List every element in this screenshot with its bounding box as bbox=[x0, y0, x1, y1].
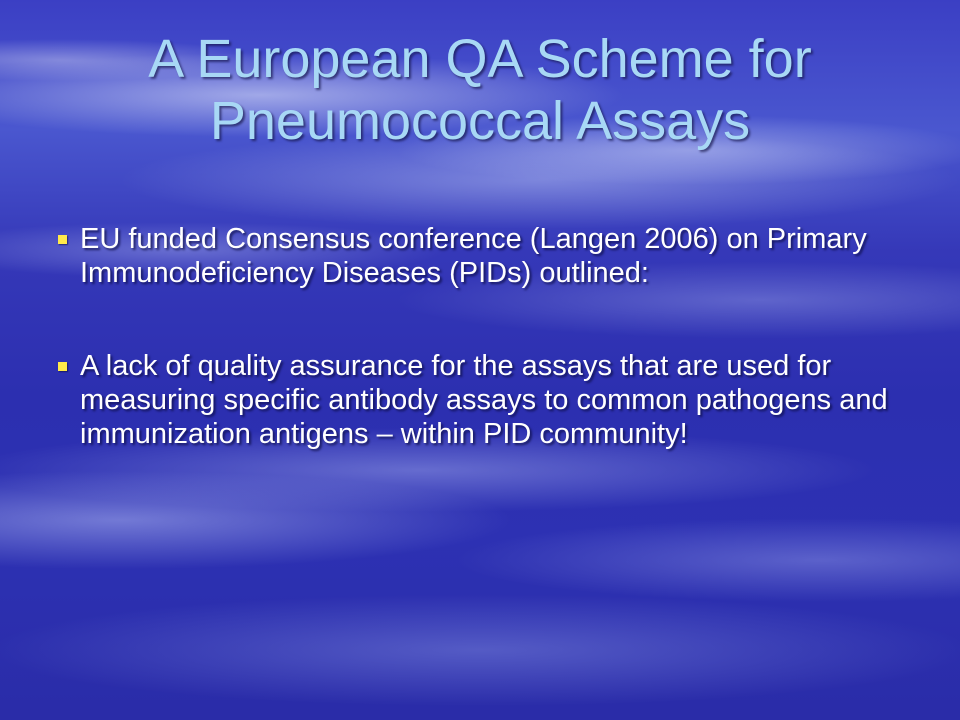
bullet-item bbox=[58, 222, 918, 290]
bullet-item bbox=[58, 349, 918, 451]
bullet-list bbox=[58, 222, 918, 510]
square-bullet-icon bbox=[58, 362, 67, 371]
slide-title: A European QA Scheme for Pneumococcal Assays bbox=[148, 29, 812, 151]
square-bullet-icon bbox=[58, 235, 67, 244]
bullet-text: A lack of quality assurance for the assays that are used for measuring specific antibody assays to common pathogens and immunization antigens – within PID community! bbox=[80, 350, 888, 450]
bullet-text: EU funded Consensus conference (Langen 2006) on Primary Immunodeficiency Diseases (PIDs) outlined: bbox=[80, 223, 867, 289]
